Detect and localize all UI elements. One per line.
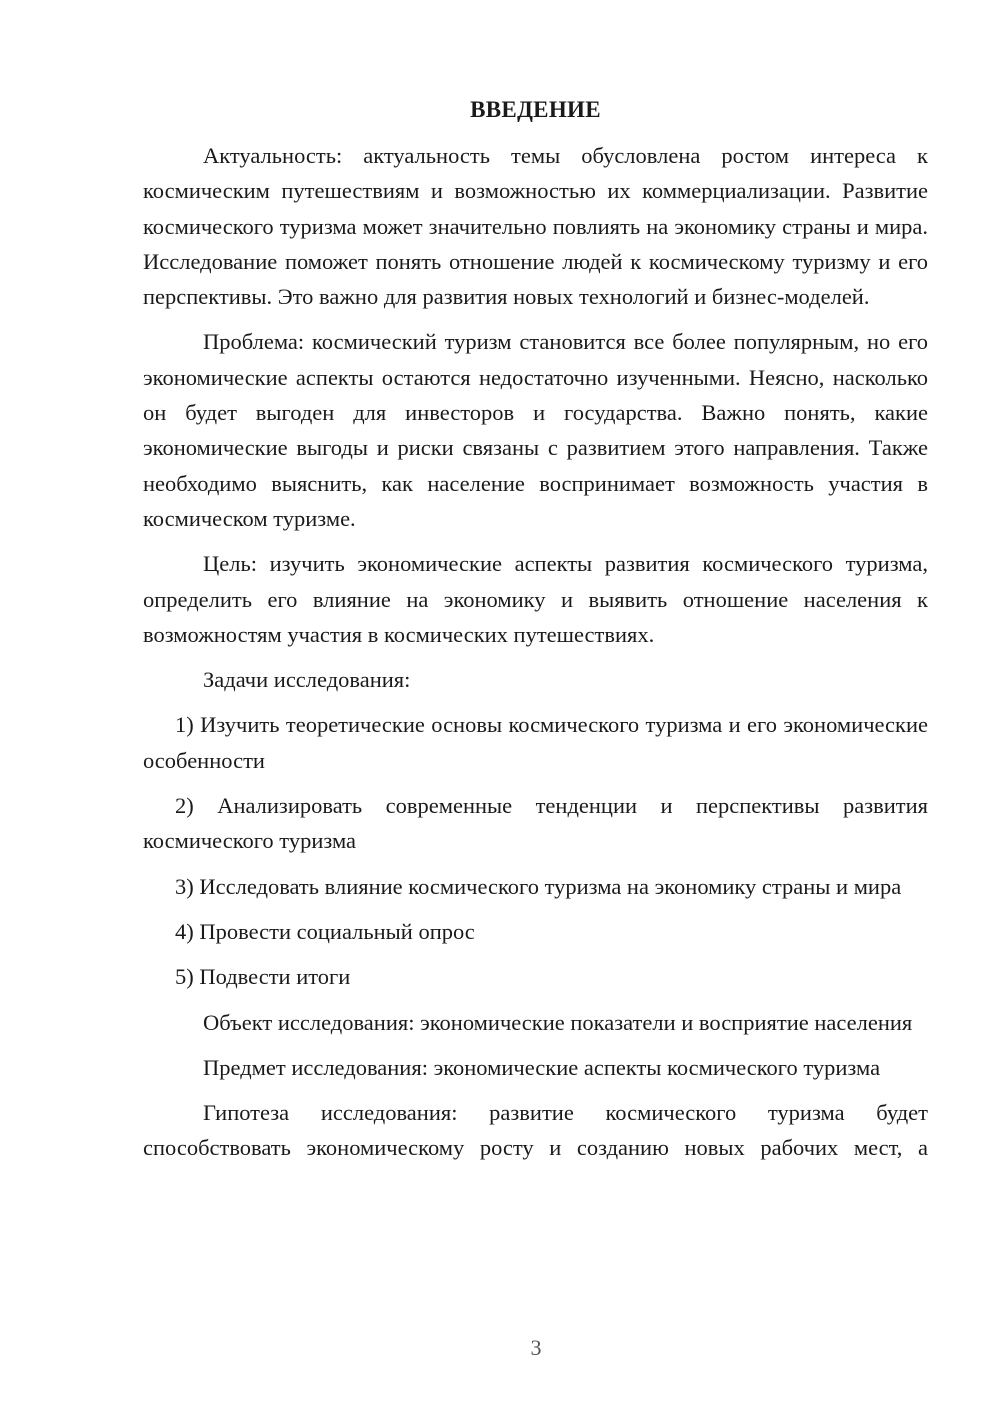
task-item-5: 5) Подвести итоги: [175, 964, 351, 990]
task-item-2: 2) Анализировать современные тенденции и перспективы развития космического туризма: [143, 793, 928, 854]
paragraph-tasks-heading: Задачи исследования:: [203, 667, 411, 693]
paragraph-relevance: Актуальность: актуальность темы обусловлена ростом интереса к космическим путешествиям и возможностью их коммерциализации. Развитие космического туризма может значительно повлиять на экономику страны и мира. Исследование поможет понять отношение людей к космическому туризму и его перспективы. Это важно для развития новых технологий и бизнес-моделей.: [143, 143, 928, 310]
page-number: 3: [530, 1335, 542, 1360]
paragraph-goal: Цель: изучить экономические аспекты развития космического туризма, определить его влияние на экономику и выявить отношение населения к возможностям участия в космических путешествиях.: [143, 551, 928, 647]
paragraph-hypothesis: Гипотеза исследования: развитие космического туризма будет способствовать экономическому росту и созданию новых рабочих мест, а: [143, 1100, 928, 1161]
paragraph-problem: Проблема: космический туризм становится все более популярным, но его экономические аспекты остаются недостаточно изученными. Неясно, насколько он будет выгоден для инвесторов и государства. Важно понять, какие экономические выгоды и риски связаны с развитием этого направления. Также необходимо выяснить, как население воспринимает возможность участия в космическом туризме.: [143, 329, 928, 531]
paragraph-subject: Предмет исследования: экономические аспекты космического туризма: [203, 1054, 881, 1080]
task-item-3: 3) Исследовать влияние космического туризма на экономику страны и мира: [175, 873, 902, 899]
paragraph-object: Объект исследования: экономические показатели и восприятие населения: [203, 1009, 913, 1035]
task-item-4: 4) Провести социальный опрос: [175, 918, 475, 944]
section-title: ВВЕДЕНИЕ: [470, 97, 601, 122]
task-item-1: 1) Изучить теоретические основы космического туризма и его экономические особенности: [143, 712, 928, 773]
page-content: [143, 92, 928, 1176]
